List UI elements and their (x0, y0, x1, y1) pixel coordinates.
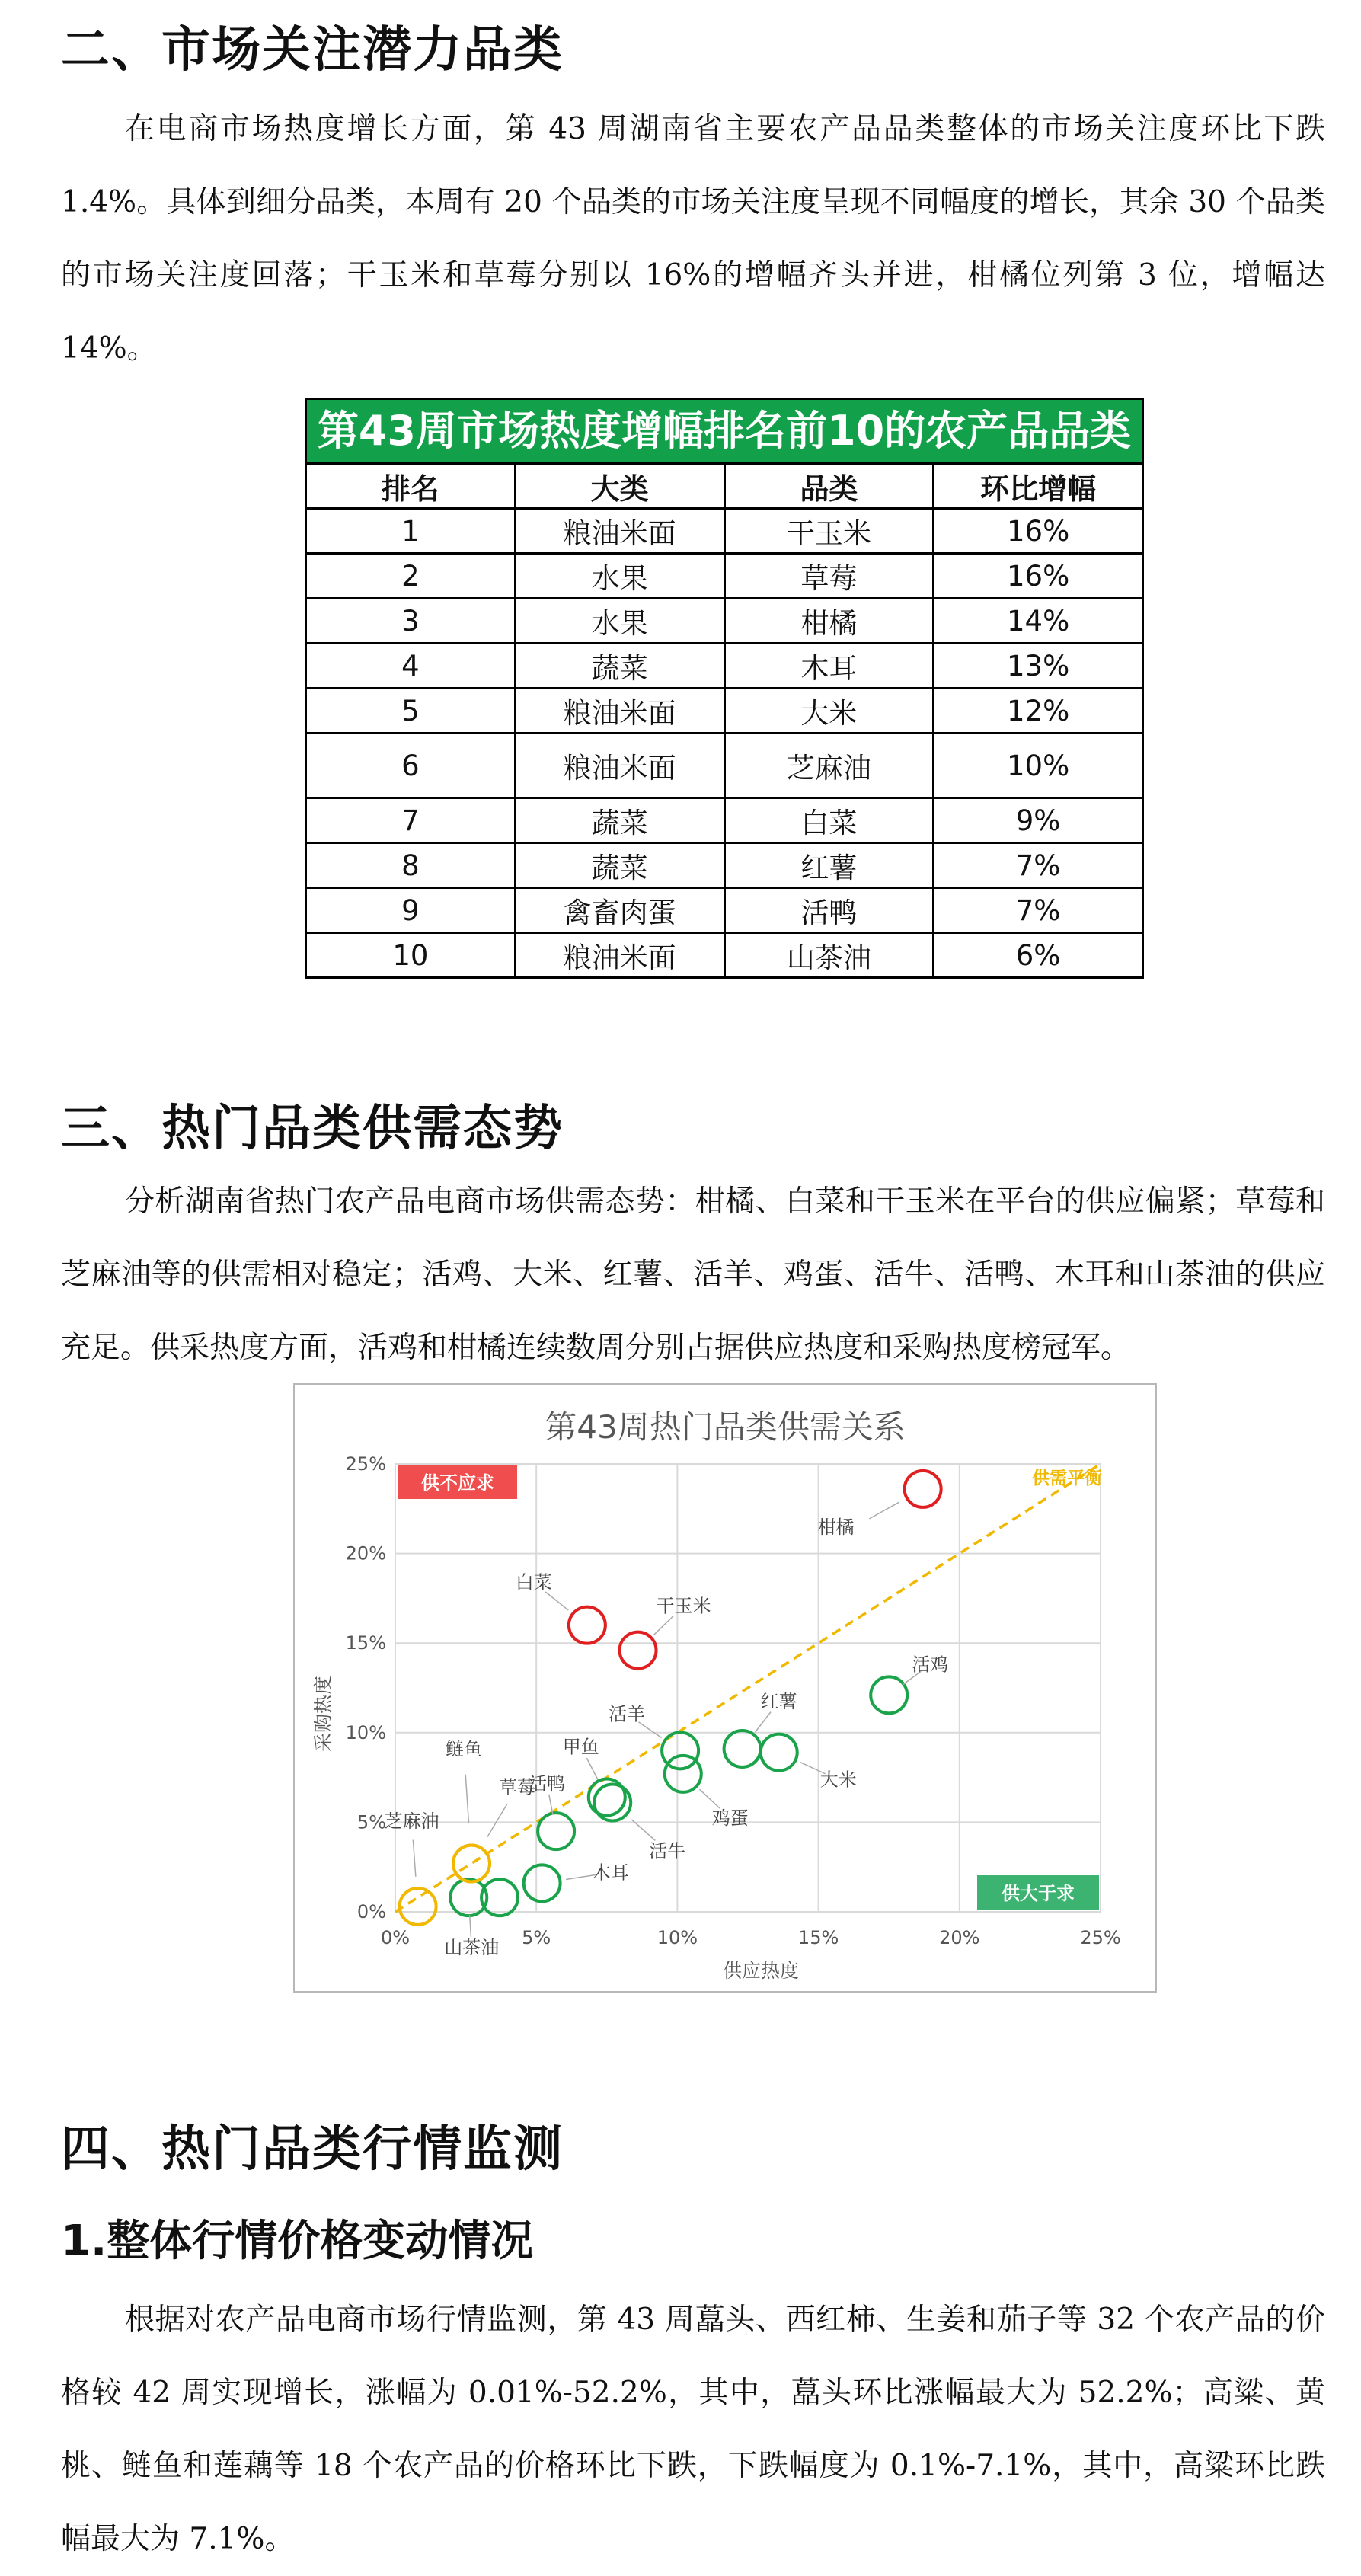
cell-growth: 7% (934, 888, 1143, 933)
leader-line (654, 1616, 674, 1635)
x-tick-label: 15% (797, 1927, 839, 1948)
table-row (306, 933, 1143, 978)
cell-product: 芝麻油 (724, 733, 934, 798)
cell-category: 粮油米面 (515, 733, 724, 798)
point-label: 活羊 (609, 1703, 646, 1725)
point-label: 活鸭 (529, 1773, 566, 1795)
point-label: 山茶油 (444, 1937, 500, 1959)
leader-line (413, 1840, 415, 1877)
leader-line (566, 1874, 596, 1879)
point-label: 草莓 (499, 1776, 536, 1798)
cell-product: 白菜 (724, 798, 934, 843)
cell-growth: 16% (934, 554, 1143, 599)
cell-rank: 5 (306, 689, 516, 733)
cell-category: 禽畜肉蛋 (515, 888, 724, 933)
leader-line (465, 1774, 468, 1823)
table-row (306, 733, 1143, 798)
header-rank: 排名 (306, 464, 516, 509)
cell-rank: 10 (306, 933, 516, 978)
table-row (306, 888, 1143, 933)
chart-svg (295, 1385, 1155, 1991)
scatter-point (538, 1813, 574, 1849)
chart-y-axis-label: 采购热度 (312, 1675, 334, 1753)
cell-product: 大米 (724, 689, 934, 733)
ranking-table (305, 398, 1144, 979)
cell-category: 粮油米面 (515, 689, 724, 733)
cell-category: 蔬菜 (515, 798, 724, 843)
cell-rank: 7 (306, 798, 516, 843)
cell-product: 活鸭 (724, 888, 934, 933)
chart-x-axis-label: 供应热度 (722, 1960, 800, 1982)
table-row (306, 843, 1143, 888)
leader-line (487, 1804, 507, 1836)
chart-regions (395, 1464, 1102, 1912)
cell-category: 蔬菜 (515, 843, 724, 888)
scatter-point (724, 1731, 761, 1767)
y-tick-label: 25% (345, 1453, 386, 1475)
table-row (306, 644, 1143, 689)
y-tick-label: 15% (345, 1632, 386, 1654)
leader-line (470, 1915, 471, 1936)
table-header-row (306, 464, 1143, 509)
cell-growth: 14% (934, 599, 1143, 644)
scatter-point (665, 1756, 701, 1792)
cell-rank: 1 (306, 509, 516, 554)
section-2-paragraph: 在电商市场热度增长方面，第 43 周湖南省主要农产品品类整体的市场关注度环比下跌 1.4%。具体到细分品类，本周有 20 个品类的市场关注度呈现不同幅度的增长，其余 30 个品类的市场关注度回落；干玉米和草莓分别以 16%的增幅齐头并进，柑橘位列第 3 位，增幅达 14%。 (61, 112, 1325, 366)
cell-rank: 3 (306, 599, 516, 644)
point-label: 甲鱼 (562, 1736, 599, 1758)
cell-rank: 8 (306, 843, 516, 888)
balance-line (395, 1464, 1101, 1912)
table-row (306, 554, 1143, 599)
chart-ticks (346, 1453, 1121, 1948)
y-tick-label: 20% (345, 1542, 386, 1564)
leader-line (586, 1758, 598, 1779)
cell-category: 粮油米面 (515, 509, 724, 554)
section-2-title: 二、市场关注潜力品类 (61, 22, 564, 78)
cell-product: 木耳 (724, 644, 934, 689)
scatter-point (453, 1845, 490, 1881)
chart-title: 第43周热门品类供需关系 (545, 1408, 906, 1446)
table-row (306, 798, 1143, 843)
header-category: 大类 (515, 464, 724, 509)
point-label: 柑橘 (817, 1516, 855, 1538)
ranking-table-grid (305, 462, 1144, 979)
section-4-subtitle: 1.整体行情价格变动情况 (61, 2216, 534, 2266)
x-tick-label: 5% (522, 1927, 551, 1948)
cell-category: 水果 (515, 554, 724, 599)
point-label: 干玉米 (656, 1595, 711, 1617)
point-label: 木耳 (592, 1862, 629, 1884)
point-label: 芝麻油 (384, 1810, 439, 1832)
cell-category: 水果 (515, 599, 724, 644)
cell-category: 蔬菜 (515, 644, 724, 689)
x-tick-label: 20% (939, 1927, 980, 1948)
scatter-point (400, 1888, 436, 1925)
cell-product: 柑橘 (724, 599, 934, 644)
table-row (306, 599, 1143, 644)
point-label: 鲢鱼 (446, 1738, 483, 1760)
x-tick-label: 25% (1080, 1927, 1121, 1948)
cell-growth: 10% (934, 733, 1143, 798)
point-label: 白菜 (515, 1571, 552, 1593)
scatter-point (569, 1607, 605, 1644)
section-3-title: 三、热门品类供需态势 (61, 1101, 564, 1157)
scatter-point (871, 1676, 907, 1713)
cell-product: 草莓 (724, 554, 934, 599)
leader-line (869, 1502, 899, 1519)
cell-growth: 13% (934, 644, 1143, 689)
section-4-paragraph: 根据对农产品电商市场行情监测，第 43 周藠头、西红柿、生姜和茄子等 32 个农产品的价格较 42 周实现增长，涨幅为 0.01%-52.2%，其中，藠头环比涨幅最大为 52.2%；高粱、黄桃、鲢鱼和莲藕等 18 个农产品的价格环比下跌，下跌幅度为 0.1%-7.1%，其中，高粱环比跌幅最大为 7.1%。 (61, 2303, 1325, 2556)
point-label: 红薯 (760, 1690, 797, 1712)
header-growth: 环比增幅 (934, 464, 1143, 509)
leader-line (700, 1789, 720, 1808)
cell-growth: 12% (934, 689, 1143, 733)
cell-growth: 16% (934, 509, 1143, 554)
ranking-table-title: 第43周市场热度增幅排名前10的农产品品类 (305, 398, 1144, 462)
cell-growth: 7% (934, 843, 1143, 888)
y-tick-label: 10% (345, 1721, 386, 1743)
oversupply-label: 供大于求 (1002, 1883, 1075, 1904)
balance-label: 供需平衡 (1032, 1469, 1102, 1488)
header-product: 品类 (724, 464, 934, 509)
table-row (306, 509, 1143, 554)
point-label: 活牛 (649, 1840, 686, 1862)
section-4-title: 四、热门品类行情监测 (61, 2121, 564, 2178)
scatter-point (524, 1865, 561, 1901)
x-tick-label: 10% (657, 1927, 698, 1948)
leader-line (755, 1712, 771, 1733)
cell-rank: 4 (306, 644, 516, 689)
table-row (306, 689, 1143, 733)
scatter-point (761, 1734, 797, 1771)
supply-demand-chart (293, 1383, 1157, 1993)
x-tick-label: 0% (380, 1927, 411, 1948)
undersupply-label: 供不应求 (421, 1472, 494, 1494)
section-3-paragraph: 分析湖南省热门农产品电商市场供需态势：柑橘、白菜和干玉米在平台的供应偏紧；草莓和芝麻油等的供需相对稳定；活鸡、大米、红薯、活羊、鸡蛋、活牛、活鸭、木耳和山茶油的供应充足。供采热度方面，活鸡和柑橘连续数周分别占据供应热度和采购热度榜冠军。 (61, 1184, 1325, 1365)
cell-rank: 9 (306, 888, 516, 933)
y-tick-label: 5% (356, 1811, 386, 1833)
cell-category: 粮油米面 (515, 933, 724, 978)
point-label: 大米 (819, 1769, 857, 1791)
chart-points (385, 1471, 949, 1958)
y-tick-label: 0% (356, 1901, 386, 1922)
leader-line (545, 1592, 568, 1610)
point-label: 鸡蛋 (711, 1807, 749, 1829)
cell-product: 山茶油 (724, 933, 934, 978)
cell-product: 干玉米 (724, 509, 934, 554)
cell-rank: 6 (306, 733, 516, 798)
scatter-point (620, 1632, 657, 1669)
scatter-point (905, 1471, 941, 1507)
cell-growth: 9% (934, 798, 1143, 843)
cell-rank: 2 (306, 554, 516, 599)
cell-growth: 6% (934, 933, 1143, 978)
cell-product: 红薯 (724, 843, 934, 888)
point-label: 活鸡 (912, 1654, 949, 1676)
